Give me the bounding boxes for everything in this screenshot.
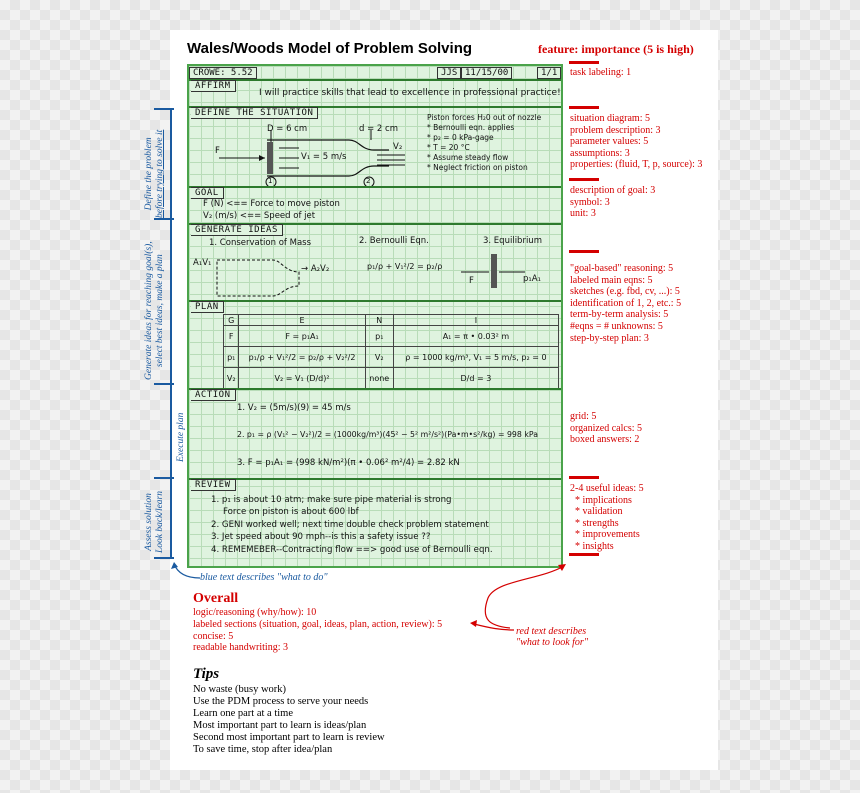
plan-table <box>223 314 559 389</box>
review-line: 4. REMEMEBER--Contracting flow ==> good use of Bernoulli eqn. <box>211 544 493 555</box>
note-line: red text describes <box>516 626 587 637</box>
blue-legend-note: blue text describes "what to do" <box>200 572 328 583</box>
plan-header-cell: N <box>365 315 393 326</box>
notes-goal <box>570 185 655 220</box>
blue-bracket <box>170 218 172 383</box>
plan-row <box>224 326 559 347</box>
fbd-p1a1-label: p₁A₁ <box>523 274 542 284</box>
red-legend-note <box>516 626 588 648</box>
affirm-text: I will practice skills that lead to excellence in professional practice! <box>259 88 561 98</box>
v1-label: V₁ = 5 m/s <box>301 152 347 162</box>
section-goal: GOAL <box>191 187 224 199</box>
mass-out-label: → A₂V₂ <box>301 264 330 274</box>
worksheet <box>187 64 563 568</box>
piston-fbd <box>491 254 497 288</box>
overall-item: readable handwriting: 3 <box>193 642 288 653</box>
label-line: Assess solution <box>144 493 154 551</box>
overall-item: labeled sections (situation, goal, ideas, plan, action, review): 5 <box>193 619 443 630</box>
date: 11/15/00 <box>461 67 512 79</box>
note-line: * validation <box>570 506 623 518</box>
note-line: "what to look for" <box>516 637 589 648</box>
red-marker <box>569 553 599 556</box>
d1-label: D = 6 cm <box>267 124 308 134</box>
overall-heading: Overall <box>193 591 239 606</box>
plan-header-cell: I <box>393 315 558 326</box>
plan-header-cell: E <box>239 315 365 326</box>
situation-note: * Bernoulli eqn. applies <box>427 123 515 132</box>
plan-cell: D/d = 3 <box>393 368 558 389</box>
tip-item: To save time, stop after idea/plan <box>193 744 333 755</box>
note-line: * insights <box>570 540 614 552</box>
section-review: REVIEW <box>191 479 236 491</box>
note-line: * implications <box>570 494 632 506</box>
plan-cell: F = p₁A₁ <box>239 326 365 347</box>
idea-1: 1. Conservation of Mass <box>209 238 312 248</box>
goal-line: V₂ (m/s) <== Speed of jet <box>203 211 316 221</box>
plan-cell: ρ = 1000 kg/m³, V₁ = 5 m/s, p₂ = 0 <box>393 347 558 368</box>
control-volume <box>217 260 299 296</box>
label-line: Look back/learn <box>155 490 165 553</box>
note-line: 2-4 useful ideas: 5 <box>570 483 644 494</box>
review-line: 1. p₁ is about 10 atm; make sure pipe material is strong <box>211 495 452 505</box>
situation-notes <box>427 113 541 173</box>
plan-cell: p₁ <box>224 347 239 368</box>
note-line: unit: 3 <box>570 208 596 220</box>
note-line: sketches (e.g. fbd, cv, ...): 5 <box>570 286 680 298</box>
plan-cell: p₁ <box>365 326 393 347</box>
note-line: symbol: 3 <box>570 196 610 208</box>
page-number: 1/1 <box>537 67 561 79</box>
note-line: grid: 5 <box>570 411 597 422</box>
label-generate-ideas <box>144 241 166 380</box>
blue-bracket <box>170 108 172 218</box>
section-ideas: GENERATE IDEAS <box>191 224 283 236</box>
notes-review <box>570 483 644 553</box>
red-marker <box>569 61 599 64</box>
page-title: Wales/Woods Model of Problem Solving <box>187 40 473 57</box>
station-2-label: 2 <box>366 177 371 185</box>
review-line: 3. Jet speed about 90 mph--is this a safety issue ?? <box>211 532 431 543</box>
mass-in-label: A₁V₁ <box>193 258 212 268</box>
section-define: DEFINE THE SITUATION <box>191 107 318 119</box>
course-label: CROWE: 5.52 <box>189 67 257 79</box>
idea-3: 3. Equilibrium <box>483 236 542 246</box>
note-line: properties: (fluid, T, p, source): 3 <box>570 159 703 171</box>
feature-header: feature: importance (5 is high) <box>538 42 694 56</box>
note-line: assumptions: 3 <box>570 147 630 159</box>
red-marker <box>569 476 599 479</box>
plan-row <box>224 368 559 389</box>
situation-note: * Assume steady flow <box>427 153 509 162</box>
action-step: 1. V₂ = (5m/s)(9) = 45 m/s <box>237 403 351 413</box>
note-line: * improvements <box>570 529 640 541</box>
note-line: * strengths <box>570 517 619 529</box>
ideas-sketches <box>203 250 543 298</box>
bernoulli-equation: p₁/ρ + V₁²/2 = p₂/ρ <box>367 262 443 271</box>
red-marker <box>569 250 599 253</box>
plan-cell: V₂ <box>224 368 239 389</box>
force-label: F <box>215 146 220 156</box>
plan-cell: A₁ = π • 0.03² m <box>393 326 558 347</box>
red-marker <box>569 178 599 181</box>
review-lines <box>211 494 493 556</box>
review-line: Force on piston is about 600 lbf <box>223 507 359 518</box>
overall-item: logic/reasoning (why/how): 10 <box>193 607 317 618</box>
plan-cell: V₂ <box>365 347 393 368</box>
section-divider <box>189 478 561 480</box>
plan-cell: p₁/ρ + V₁²/2 = p₂/ρ + V₂²/2 <box>239 347 365 368</box>
note-line: parameter values: 5 <box>570 136 649 148</box>
situation-note: * p₂ = 0 kPa-gage <box>427 133 494 142</box>
blue-note-arrow <box>170 560 204 582</box>
tip-item: No waste (busy work) <box>193 684 287 695</box>
note-line: #eqns = # unknowns: 5 <box>570 320 663 332</box>
plan-cell: F <box>224 326 239 347</box>
blue-marker <box>154 557 174 559</box>
situation-note: * T = 20 °C <box>427 143 470 152</box>
section-divider <box>189 300 561 302</box>
tip-item: Learn one part at a time <box>193 708 293 719</box>
note-line: term-by-term analysis: 5 <box>570 309 669 321</box>
blue-bracket <box>170 383 172 477</box>
section-plan: PLAN <box>191 301 224 313</box>
piston <box>267 142 273 174</box>
label-line: Define the problem <box>144 137 154 211</box>
action-step: 2. p₁ = ρ (V₁² − V₂²)/2 = (1000kg/m³)(45² − 5² m²/s²)(Pa•m•s²/kg) = 998 kPa <box>237 430 538 439</box>
overall-item: concise: 5 <box>193 631 234 642</box>
v2-label: V₂ <box>393 142 403 152</box>
plan-header-cell: G <box>224 315 239 326</box>
note-line: situation diagram: 5 <box>570 113 650 124</box>
plan-header-row <box>224 315 559 326</box>
label-line: select best ideas, make a plan <box>155 254 165 368</box>
tips-heading: Tips <box>193 666 220 682</box>
label-define-problem <box>144 130 166 218</box>
force-arrowhead <box>259 155 265 161</box>
review-line: 2. GENI worked well; next time double check problem statement <box>211 519 489 530</box>
note-line: identification of 1, 2, etc.: 5 <box>570 297 682 309</box>
fbd-f-label: F <box>469 276 474 286</box>
plan-row <box>224 347 559 368</box>
note-line: "goal-based" reasoning: 5 <box>570 263 674 274</box>
goal-line: F (N) <== Force to move piston <box>203 199 340 209</box>
idea-2: 2. Bernoulli Eqn. <box>359 236 429 246</box>
blue-bracket <box>170 477 172 557</box>
note-task: task labeling: 1 <box>570 67 632 78</box>
label-line: before trying to solve it <box>155 129 165 218</box>
d2-label: d = 2 cm <box>359 124 398 134</box>
situation-note: Piston forces H₂0 out of nozzle <box>427 113 542 122</box>
plan-cell: V₂ = V₁ (D/d)² <box>239 368 365 389</box>
situation-note: * Neglect friction on piston <box>427 163 528 172</box>
label-assess-solution <box>144 491 166 553</box>
label-line: Generate ideas for reaching goal(s), <box>144 241 154 380</box>
note-line: description of goal: 3 <box>570 185 656 196</box>
note-line: boxed answers: 2 <box>570 434 640 446</box>
tip-item: Most important part to learn is ideas/plan <box>193 720 367 731</box>
section-divider <box>189 79 561 81</box>
section-divider <box>189 186 561 188</box>
note-line: labeled main eqns: 5 <box>570 274 653 286</box>
note-line: step-by-step plan: 3 <box>570 332 649 344</box>
section-divider <box>189 388 561 390</box>
notes-situation <box>570 113 702 171</box>
label-execute-plan: Execute plan <box>176 412 186 462</box>
red-marker <box>569 106 599 109</box>
section-action: ACTION <box>191 389 236 401</box>
note-line: problem description: 3 <box>570 124 661 136</box>
station-1-label: 1 <box>268 177 273 185</box>
section-affirm: AFFIRM <box>191 80 236 92</box>
action-step: 3. F = p₁A₁ = (998 kN/m²)(π • 0.06² m²/4) = 2.82 kN <box>237 458 460 468</box>
notes-ideas <box>570 263 681 344</box>
note-line: organized calcs: 5 <box>570 422 643 434</box>
tip-item: Second most important part to learn is review <box>193 732 385 743</box>
plan-cell: none <box>365 368 393 389</box>
initials: JJS <box>437 67 461 79</box>
tip-item: Use the PDM process to serve your needs <box>193 696 369 707</box>
notes-action <box>570 411 642 446</box>
